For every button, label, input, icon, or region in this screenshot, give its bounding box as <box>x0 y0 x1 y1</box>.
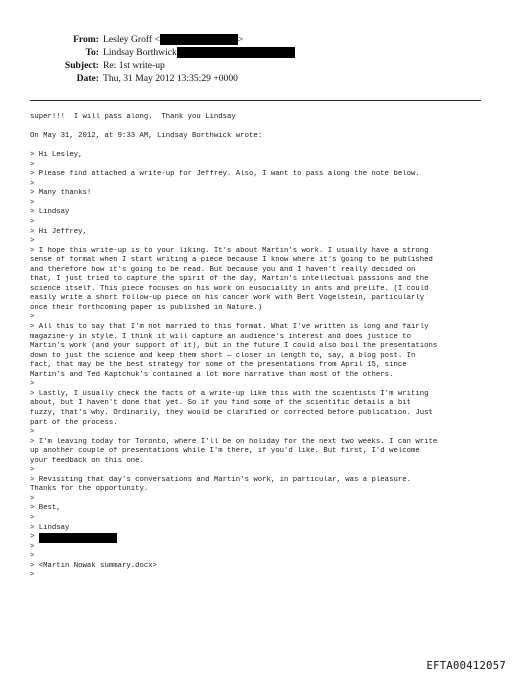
to-label: To: <box>85 47 99 58</box>
body-line: > Hi Lesley, <box>30 151 83 160</box>
redaction-box <box>177 47 295 58</box>
from-label: From: <box>73 34 99 45</box>
body-line: > Many thanks! <box>30 189 92 198</box>
subject-label: Subject: <box>64 60 99 71</box>
body-line: Martin's work (and your support of it), but in the future I could also boil the presentations <box>30 342 438 351</box>
from-tail: > <box>237 34 244 45</box>
body-line: > Lindsay <box>30 523 70 532</box>
body-line: > Revisiting that day's conversations and Martin's work, in particular, was a pleasure. <box>30 475 411 484</box>
body-line: part of the process. <box>30 418 118 427</box>
body-line: easily write a short follow-up piece on his cancer work with Bert Vogelstein, particularly <box>30 294 425 303</box>
header-date-row <box>20 72 490 85</box>
body-line: magazine-y in style. I think it will capture an audience's interest and does justice to <box>30 332 411 341</box>
body-line: fact, that may be the best strategy for some of the presentations from April 15, since <box>30 361 407 370</box>
body-line: > <box>30 160 35 169</box>
body-line <box>30 123 482 133</box>
body-line: up another couple of presentations while I'm there, if you'd like. But first, I'd welcome <box>30 447 420 456</box>
header-from-row <box>20 33 490 46</box>
body-line: > <box>30 466 35 475</box>
quote-marker: > <box>30 533 39 542</box>
body-line: > <box>30 218 35 227</box>
date-label: Date: <box>76 73 99 84</box>
body-line: science itself. This piece focuses on his work on eusociality in ants and prelife. (I could <box>30 284 429 293</box>
from-name: Lesley Groff < <box>103 34 160 45</box>
body-line: that, I just tried to capture the spirit of the day, Martin's intellectual passions and the <box>30 275 429 284</box>
redacted-line <box>30 533 482 543</box>
body-line: > <box>30 198 35 207</box>
body-line: > Please find attached a write-up for Jeffrey. Also, I want to pass along the note below. <box>30 170 420 179</box>
body-line: Martin's and Ted Kaptchuk's contained a lot more narrative than most of the others. <box>30 370 394 379</box>
body-line: > <box>30 513 35 522</box>
header-divider <box>30 100 481 101</box>
body-line: > <box>30 179 35 188</box>
body-line: > Lindsay <box>30 208 70 217</box>
body-line: > <box>30 542 35 551</box>
body-line: > <box>30 571 35 580</box>
body-line: > I hope this write-up is to your liking. It's about Martin's work. I usually have a strong <box>30 246 429 255</box>
body-line: > Best, <box>30 504 61 513</box>
to-value <box>103 46 295 59</box>
from-value <box>103 33 243 46</box>
body-line: > <box>30 552 35 561</box>
body-line: down to just the science and keep them short — closer in length to, say, a blog post. In <box>30 351 416 360</box>
redaction-box <box>39 533 117 543</box>
body-line: and therefore how it's going to be read. But because you and I haven't really decided on <box>30 265 416 274</box>
body-line: > <box>30 380 35 389</box>
body-line: your feedback on this one. <box>30 456 144 465</box>
body-line: Thanks for the opportunity. <box>30 485 149 494</box>
header-subject-row <box>20 59 490 72</box>
body-line: On May 31, 2012, at 9:33 AM, Lindsay Borthwick wrote: <box>30 132 263 141</box>
body-line: fuzzy, that's why. Ordinarily, they would be clarified or corrected before publication. Just <box>30 408 433 417</box>
to-name: Lindsay Borthwick <box>103 47 177 58</box>
header-to-row <box>20 46 490 59</box>
subject-value: Re: 1st write-up <box>103 60 165 71</box>
body-line: > Lastly, I usually check the facts of a write-up like this with the scientists I'm writing <box>30 389 429 398</box>
body-line: > <Martin Nowak summary.docx> <box>30 561 157 570</box>
body-line: once their forthcoming paper is published in Nature.) <box>30 303 263 312</box>
body-line: > I'm leaving today for Toronto, where I'll be on holiday for the next two weeks. I can write <box>30 437 438 446</box>
body-line: > <box>30 313 35 322</box>
redaction-box <box>160 34 238 45</box>
email-header-block <box>20 33 490 85</box>
body-line: super!!! I will pass along. Thank you Lindsay <box>30 113 236 121</box>
body-line: about, but I haven't done that yet. So if you find some of the scientific details a bit <box>30 399 411 408</box>
body-line: > <box>30 428 35 437</box>
email-body <box>30 113 482 581</box>
body-line: > <box>30 494 35 503</box>
body-line <box>30 142 482 152</box>
body-line: > <box>30 237 35 246</box>
body-line: > Hi Jeffrey, <box>30 227 87 236</box>
body-line: sense of format when I start writing a piece because I know where it's going to be published <box>30 256 433 265</box>
document-id-stamp: EFTA00412057 <box>426 660 506 672</box>
body-line: > All this to say that I'm not married to this format. What I've written is long and fairly <box>30 323 429 332</box>
date-value: Thu, 31 May 2012 13:35:29 +0000 <box>103 73 238 84</box>
